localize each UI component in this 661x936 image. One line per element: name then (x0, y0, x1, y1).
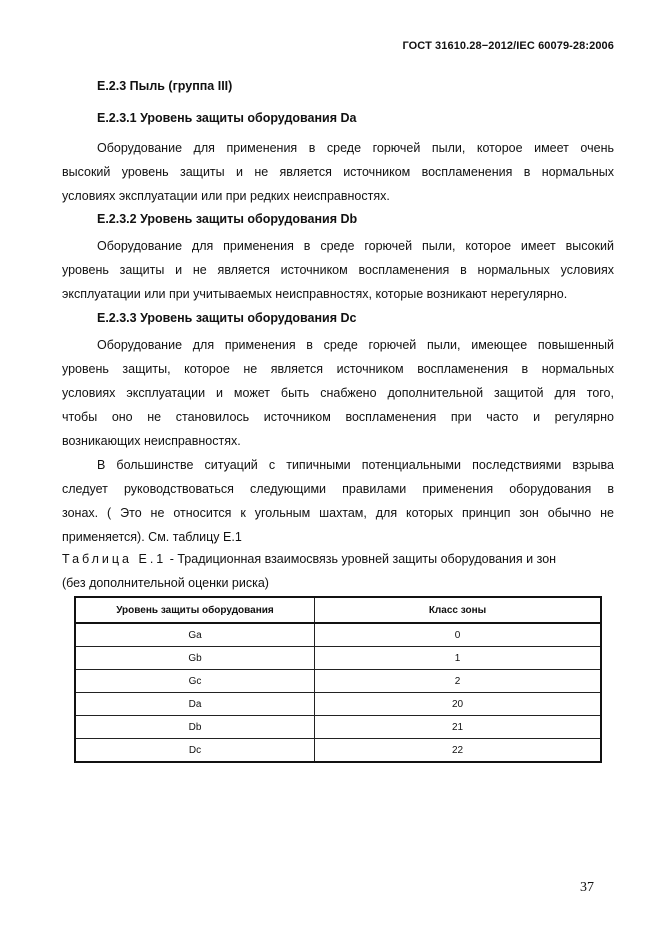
document-code-header: ГОСТ 31610.28−2012/IEC 60079-28:2006 (402, 40, 614, 52)
table-cell: 2 (315, 670, 602, 693)
table-caption-text-2: (без дополнительной оценки риска) (62, 576, 269, 590)
table-row (75, 693, 601, 716)
paragraph-line: Оборудование для применения в среде горючей пыли, имеющее повышенный (97, 338, 614, 352)
table-row (75, 739, 601, 763)
table-cell: 21 (315, 716, 602, 739)
paragraph-dc (62, 333, 614, 453)
table-cell: Ga (75, 623, 315, 647)
paragraph-db (62, 234, 614, 306)
paragraph-line: Оборудование для применения в среде горючей пыли, которое имеет очень (97, 141, 614, 155)
table-row (75, 647, 601, 670)
paragraph-line: уровень защиты и не является источником воспламенения в нормальных условиях (62, 263, 614, 277)
column-header: Уровень защиты оборудования (75, 597, 315, 623)
table-caption-text: - Традиционная взаимосвязь уровней защиты оборудования и зон (166, 552, 557, 566)
table-cell: 22 (315, 739, 602, 763)
section-title-db: Е.2.3.2 Уровень защиты оборудования Db (97, 212, 358, 226)
paragraph-line: условиях эксплуатации или при редких неисправностях. (62, 189, 390, 203)
paragraph-line: применяется). См. таблицу Е.1 (62, 530, 242, 544)
table-cell: Da (75, 693, 315, 716)
paragraph-line: В большинстве ситуаций с типичными потенциальными последствиями взрыва (97, 458, 614, 472)
paragraph-line: эксплуатации или при учитываемых неисправностях, которые возникают нерегулярно. (62, 287, 568, 301)
paragraph-line: высокий уровень защиты и не является источником воспламенения в нормальных (62, 165, 614, 179)
section-title-dc: Е.2.3.3 Уровень защиты оборудования Dc (97, 311, 357, 325)
table-cell: Dc (75, 739, 315, 763)
paragraph-line: возникающих неисправностях. (62, 434, 241, 448)
table-body (75, 623, 601, 762)
table-row (75, 716, 601, 739)
section-title-da: Е.2.3.1 Уровень защиты оборудования Da (97, 111, 357, 125)
table-caption (62, 547, 614, 595)
paragraph-line: Оборудование для применения в среде горючей пыли, которое имеет высокий (97, 239, 614, 253)
paragraph-line: следует руководствоваться следующими правилами применения оборудования в (62, 482, 614, 496)
table-cell: Db (75, 716, 315, 739)
table-label: Таблица Е.1 (62, 552, 167, 566)
table-row (75, 623, 601, 647)
paragraph-line: условиях эксплуатации и может быть снабжено дополнительной защитой для того, (62, 386, 614, 400)
table-cell: 1 (315, 647, 602, 670)
paragraph-line: зонах. ( Это не относится к угольным шахтам, для которых принцип зон обычно не (62, 506, 614, 520)
paragraph-da (62, 136, 614, 208)
section-title-dust: Е.2.3 Пыль (группа III) (97, 79, 233, 93)
table-header-row (75, 597, 601, 623)
paragraph-line: уровень защиты, которое не является источником воспламенения в нормальных (62, 362, 614, 376)
page-number: 37 (580, 880, 594, 895)
column-header: Класс зоны (315, 597, 602, 623)
table-row (75, 670, 601, 693)
table-cell: 20 (315, 693, 602, 716)
table-cell: Gc (75, 670, 315, 693)
table-cell: Gb (75, 647, 315, 670)
paragraph-line: чтобы оно не становилось источником воспламенения при часто и регулярно (62, 410, 614, 424)
table-cell: 0 (315, 623, 602, 647)
protection-level-table (74, 596, 602, 763)
paragraph-rules (62, 453, 614, 549)
